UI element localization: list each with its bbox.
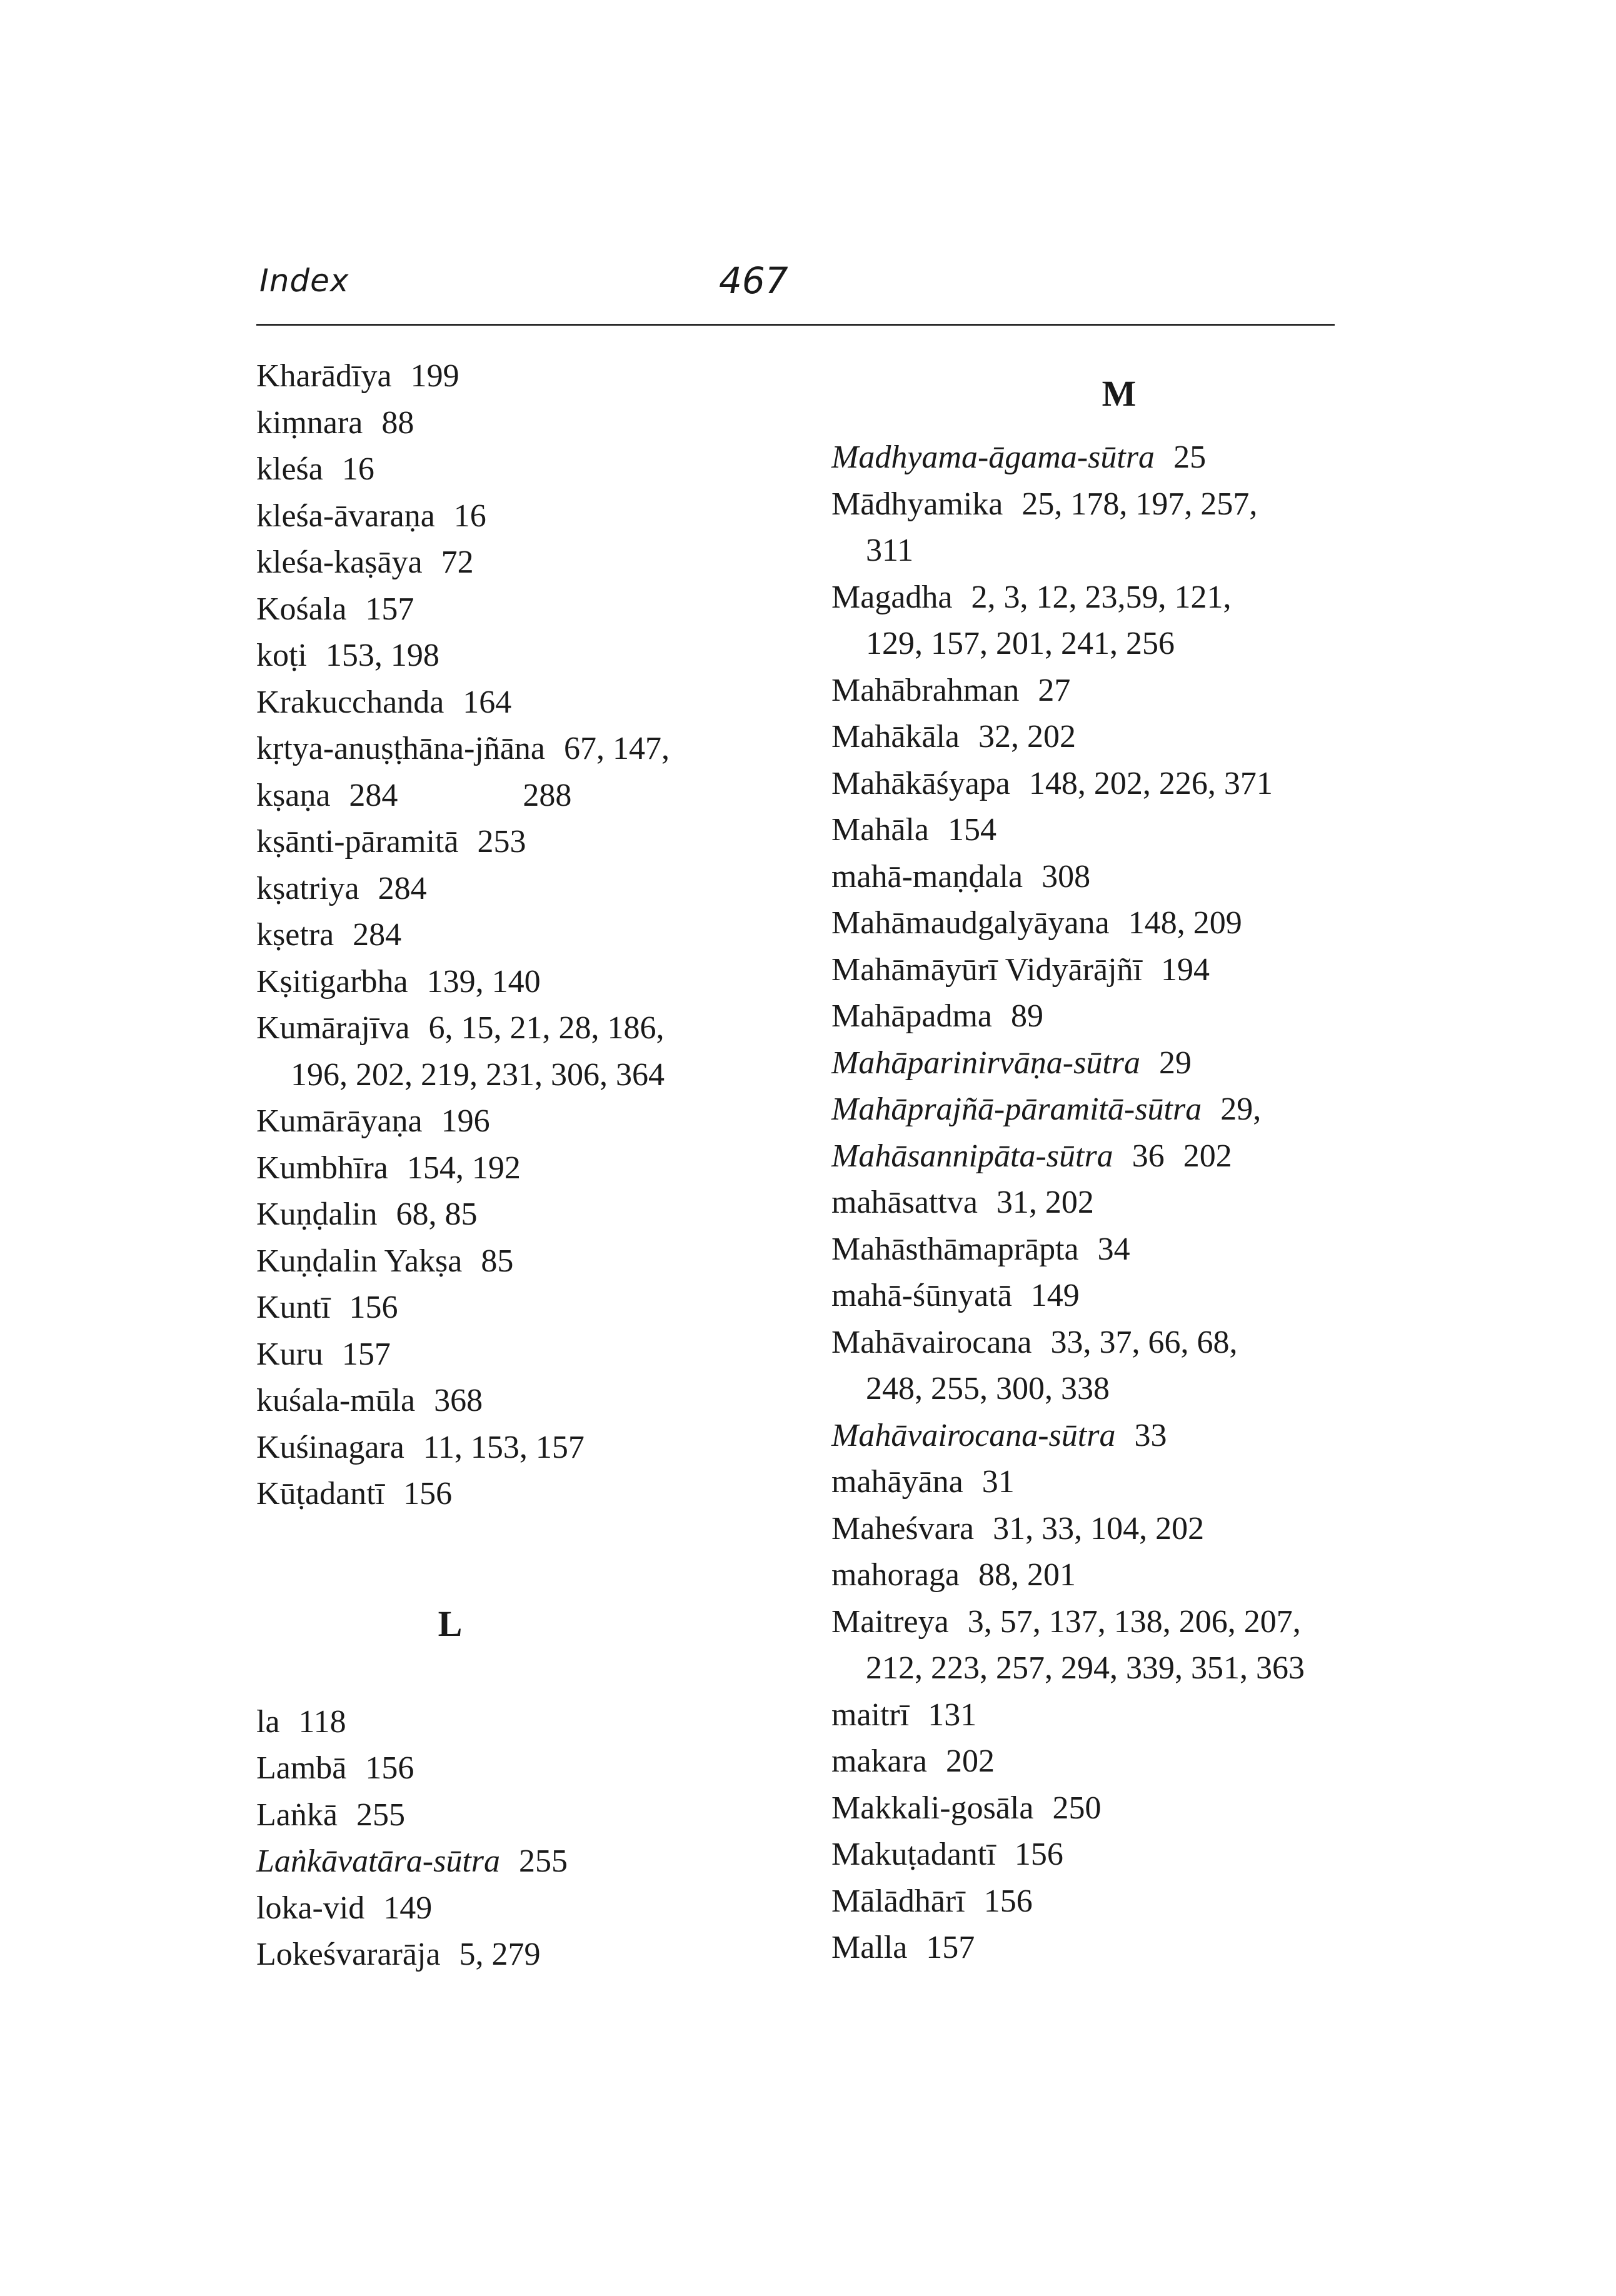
index-entry (831, 481, 1407, 528)
index-term: Mālādhārī (831, 1883, 965, 1919)
index-term: Maitreya (831, 1603, 949, 1640)
index-pages: 67, 147, (564, 731, 670, 766)
index-pages: 29, (1220, 1091, 1262, 1127)
index-entry (831, 1086, 1407, 1133)
index-term: loka-vid (256, 1890, 365, 1926)
index-pages: 149 (383, 1890, 433, 1926)
index-entry (831, 900, 1407, 947)
index-entry (256, 726, 788, 773)
index-term: kṣaṇa (256, 777, 331, 813)
index-term: maitrī (831, 1697, 910, 1733)
index-entry (831, 1738, 1407, 1785)
index-pages: 202 (946, 1743, 995, 1779)
index-entry (256, 1425, 788, 1471)
index-pages: 16 (453, 498, 486, 534)
index-pages: 149 (1030, 1278, 1080, 1313)
index-term: Mahāmāyūrī Vidyārājñī (831, 951, 1142, 988)
index-entry (831, 1832, 1407, 1878)
index-entry (256, 400, 788, 447)
index-pages: 16 (341, 451, 374, 487)
index-term: Kharādīya (256, 358, 392, 394)
index-term: Kumbhīra (256, 1150, 388, 1186)
index-entry (256, 1145, 788, 1192)
entries-m (831, 434, 1407, 1972)
index-entry (256, 1005, 788, 1052)
index-entry (831, 807, 1407, 854)
entries-k (256, 353, 788, 1518)
page-number: 467 (719, 259, 788, 302)
index-term: la (256, 1703, 280, 1740)
index-term: mahoraga (831, 1557, 960, 1593)
index-term: Krakucchanda (256, 684, 444, 720)
index-pages: 154, 192 (406, 1150, 521, 1186)
index-entry (831, 434, 1407, 481)
index-entry (256, 539, 788, 586)
index-term: Kumārajīva (256, 1010, 410, 1046)
index-entry (256, 679, 788, 726)
index-entry-continuation: 212, 223, 257, 294, 339, 351, 363 (866, 1650, 1305, 1686)
index-term: koṭi (256, 638, 307, 673)
index-entry (256, 912, 788, 959)
index-pages: 72 (441, 544, 474, 580)
index-pages: 308 (1041, 858, 1091, 895)
index-pages: 6, 15, 21, 28, 186, (428, 1010, 665, 1046)
index-term: kṛtya-anuṣṭhāna-jñāna (256, 731, 546, 766)
index-term: Kṣitigarbha (256, 963, 408, 1000)
index-pages: 157 (365, 591, 414, 627)
index-pages: 157 (926, 1930, 975, 1965)
index-term: Mahāsthāmaprāpta (831, 1231, 1079, 1267)
index-entry (831, 761, 1407, 808)
index-pages: 89 (1011, 998, 1044, 1034)
index-entry (831, 1273, 1407, 1320)
index-term: Maheśvara (831, 1510, 975, 1547)
index-pages: 199 (410, 358, 459, 394)
index-pages: 31, 202 (996, 1185, 1094, 1220)
index-pages: 68, 85 (396, 1196, 478, 1232)
index-pages: 31, 33, 104, 202 (993, 1510, 1205, 1547)
index-pages: 5, 279 (459, 1937, 541, 1972)
index-entry (256, 1792, 788, 1839)
index-entry (256, 773, 788, 820)
index-pages: 156 (403, 1476, 453, 1511)
index-entry (831, 1925, 1407, 1972)
index-term: Mādhyamika (831, 486, 1003, 522)
index-term: Kośala (256, 591, 347, 627)
index-term: Mahāsannipāta-sūtra (831, 1138, 1113, 1174)
index-pages-wrap: 202 (1183, 1138, 1232, 1174)
index-entry (256, 819, 788, 866)
index-entry (256, 1285, 788, 1331)
index-pages: 253 (477, 824, 526, 860)
index-entry-continuation: 196, 202, 219, 231, 306, 364 (291, 1056, 665, 1093)
index-entry (256, 1098, 788, 1145)
index-pages: 27 (1038, 672, 1071, 708)
index-term: Kuru (256, 1336, 323, 1372)
index-pages: 33, 37, 66, 68, (1050, 1324, 1238, 1360)
index-pages: 153, 198 (325, 638, 439, 673)
index-pages: 284 (378, 870, 427, 906)
index-term: makara (831, 1743, 928, 1779)
index-pages: 164 (463, 684, 512, 720)
entries-l (256, 1699, 788, 1978)
index-pages: 156 (349, 1290, 398, 1325)
index-term: Mahāvairocana-sūtra (831, 1417, 1116, 1453)
index-term: Kumārāyaṇa (256, 1103, 423, 1139)
index-term: Malla (831, 1930, 908, 1965)
index-entry (256, 1932, 788, 1978)
index-term: Mahāla (831, 812, 929, 848)
index-pages: 3, 57, 137, 138, 206, 207, (967, 1603, 1301, 1640)
index-pages: 156 (983, 1883, 1033, 1919)
index-entry (831, 1133, 1407, 1180)
index-entry (831, 668, 1407, 714)
index-entry-continuation: 248, 255, 300, 338 (866, 1371, 1110, 1406)
index-term: mahā-maṇḍala (831, 858, 1023, 895)
index-term: Lokeśvararāja (256, 1937, 441, 1972)
index-term: Mahābrahman (831, 672, 1020, 708)
index-entry (831, 1785, 1407, 1832)
index-term: kleśa-āvaraṇa (256, 498, 435, 534)
index-pages: 156 (1014, 1837, 1063, 1872)
index-term: Kuśinagara (256, 1429, 404, 1465)
index-pages: 255 (356, 1797, 405, 1833)
index-entry (831, 1459, 1407, 1506)
index-term: kiṃnara (256, 404, 363, 441)
index-entry (256, 1331, 788, 1378)
index-pages: 32, 202 (978, 719, 1076, 754)
index-term: Mahāprajñā-pāramitā-sūtra (831, 1091, 1202, 1127)
index-entry (831, 1599, 1407, 1646)
index-pages: 250 (1052, 1790, 1102, 1826)
index-entry (256, 1238, 788, 1285)
index-entry (831, 854, 1407, 901)
index-entry (256, 1838, 788, 1885)
index-pages-wrap: 288 (523, 777, 572, 813)
index-pages: 29 (1159, 1045, 1192, 1081)
index-pages: 139, 140 (426, 963, 541, 1000)
index-entry (256, 1378, 788, 1425)
right-column (831, 353, 1407, 1972)
index-entry (831, 714, 1407, 761)
index-entry (831, 1692, 1407, 1739)
index-term: Mahākāla (831, 719, 960, 754)
index-entry (256, 1745, 788, 1792)
index-term: Madhyama-āgama-sūtra (831, 439, 1155, 475)
index-entry (831, 574, 1407, 621)
index-term: Mahāparinirvāṇa-sūtra (831, 1045, 1140, 1081)
index-entry (831, 1180, 1407, 1226)
index-entry (256, 866, 788, 913)
index-term: Laṅkā (256, 1797, 338, 1833)
index-entry (831, 1320, 1407, 1366)
index-term: Magadha (831, 579, 953, 615)
index-term: kleśa-kaṣāya (256, 544, 423, 580)
index-pages: 118 (298, 1703, 346, 1740)
index-entry (256, 586, 788, 633)
left-column (256, 353, 788, 1978)
index-term: Lambā (256, 1750, 347, 1786)
index-pages: 148, 202, 226, 371 (1028, 765, 1273, 801)
index-entry-continuation: 129, 157, 201, 241, 256 (866, 626, 1175, 661)
index-pages: 34 (1097, 1231, 1130, 1267)
index-entry (831, 1552, 1407, 1599)
index-term: kṣānti-pāramitā (256, 824, 459, 860)
index-entry-continuation: 311 (866, 533, 914, 568)
index-pages: 88 (381, 404, 414, 441)
index-pages: 31 (981, 1464, 1015, 1500)
letter-heading-l: L (438, 1603, 463, 1644)
index-pages: 2, 3, 12, 23,59, 121, (971, 579, 1232, 615)
index-entry (831, 947, 1407, 994)
index-term: mahāyāna (831, 1464, 963, 1500)
index-pages: 196 (441, 1103, 490, 1139)
index-pages: 284 (349, 777, 398, 813)
index-term: kuśala-mūla (256, 1383, 416, 1418)
index-term: Mahākāśyapa (831, 765, 1010, 801)
index-pages: 255 (519, 1843, 568, 1879)
index-entry (831, 1413, 1407, 1460)
index-entry (831, 1878, 1407, 1925)
index-entry (256, 959, 788, 1006)
index-entry (256, 493, 788, 540)
index-pages: 284 (353, 917, 402, 953)
index-pages: 194 (1161, 951, 1210, 988)
index-entry (831, 1226, 1407, 1273)
index-entry (256, 353, 788, 400)
index-pages: 157 (341, 1336, 391, 1372)
index-pages: 88, 201 (978, 1557, 1076, 1593)
index-pages: 85 (481, 1243, 514, 1279)
index-entry (831, 993, 1407, 1040)
index-pages: 25, 178, 197, 257, (1021, 486, 1258, 522)
index-entry (256, 1699, 788, 1746)
index-term: Kūṭadantī (256, 1476, 385, 1511)
index-pages: 33 (1134, 1417, 1167, 1453)
index-entry (831, 1506, 1407, 1553)
index-term: Makkali-gosāla (831, 1790, 1034, 1826)
index-pages: 154 (947, 812, 996, 848)
index-term: Kuṇḍalin (256, 1196, 378, 1232)
index-entry (831, 1040, 1407, 1087)
index-entry (256, 446, 788, 493)
header-rule (256, 324, 1335, 326)
index-term: kleśa (256, 451, 323, 487)
index-term: Kuntī (256, 1290, 331, 1325)
letter-heading-m: M (1102, 373, 1137, 414)
index-entry (256, 1885, 788, 1932)
running-header-title: Index (259, 263, 349, 299)
index-pages: 148, 209 (1128, 905, 1242, 941)
index-pages: 156 (365, 1750, 414, 1786)
index-term: kṣatriya (256, 870, 359, 906)
index-term: Mahāvairocana (831, 1324, 1032, 1360)
index-term: Makuṭadantī (831, 1837, 996, 1872)
index-pages: 36 (1132, 1138, 1165, 1174)
index-term: Laṅkāvatāra-sūtra (256, 1843, 500, 1879)
index-term: Kuṇḍalin Yakṣa (256, 1243, 463, 1279)
index-pages: 25 (1173, 439, 1207, 475)
index-term: Mahāmaudgalyāyana (831, 905, 1110, 941)
index-entry (256, 633, 788, 679)
index-entry (256, 1471, 788, 1518)
index-term: mahā-śūnyatā (831, 1278, 1012, 1313)
index-pages: 368 (434, 1383, 483, 1418)
index-pages: 11, 153, 157 (423, 1429, 585, 1465)
index-term: Mahāpadma (831, 998, 993, 1034)
index-term: mahāsattva (831, 1185, 978, 1220)
index-entry (256, 1191, 788, 1238)
index-pages: 131 (928, 1697, 977, 1733)
index-term: kṣetra (256, 917, 334, 953)
